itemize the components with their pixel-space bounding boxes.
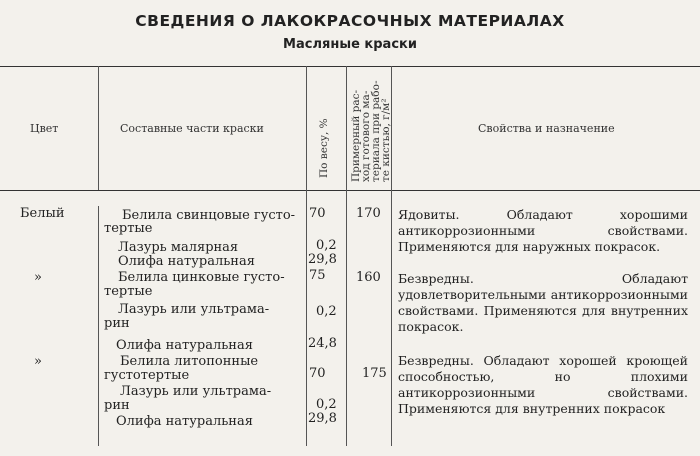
row-2-consumption: 160 (356, 270, 381, 285)
divider-components-left (98, 66, 99, 190)
row-3-component-3: Олифа натуральная (116, 414, 253, 429)
header-properties: Свойства и назначение (478, 122, 615, 135)
row-2-pct-3: 24,8 (308, 336, 337, 351)
row-3-component-2: Лазурь или ультрама- (120, 384, 272, 399)
header-bottom-rule (0, 190, 700, 191)
divider-weight-left (306, 66, 307, 446)
divider-consumption-left (346, 66, 347, 446)
row-2-component-2-cont: рин (104, 316, 130, 331)
row-3-component-1: Белила литопонные (120, 354, 259, 369)
row-2-pct-2: 0,2 (316, 304, 337, 319)
row-3-pct-1: 70 (309, 366, 326, 381)
row-1-pct-2: 0,2 (316, 238, 337, 253)
page-title: СВЕДЕНИЯ О ЛАКОКРАСОЧНЫХ МАТЕРИАЛАХ (135, 12, 565, 30)
row-2-properties: Безвредны. Обладают удовлетворительными антикоррозионными свойствами. Применяются для внутренних покрасок. (398, 271, 688, 334)
row-1-consumption: 170 (356, 206, 381, 221)
row-1-color: Белый (20, 206, 65, 221)
header-weight-pct: По весу, % (318, 118, 330, 178)
row-1-component-2: Лазурь малярная (118, 240, 239, 255)
row-3-pct-2: 0,2 (316, 397, 337, 412)
row-1-properties: Ядовиты. Обладают хорошими антикоррозионными свойствами. Применяются для наружных покрасок. (398, 207, 688, 254)
row-1-pct-3: 29,8 (308, 252, 337, 267)
row-3-properties: Безвредны. Обладают хорошей кроющей способностью, но плохими антикоррозионными свойствами. Применяются для внутренних покрасок (398, 353, 688, 416)
divider-components-left-body (98, 206, 99, 446)
row-2-component-1: Белила цинковые густо- (118, 270, 285, 285)
row-3-component-2-cont: рин (104, 398, 130, 413)
table-top-rule (0, 66, 700, 67)
row-2-pct-1: 75 (309, 268, 326, 283)
header-components: Составные части краски (120, 122, 264, 135)
row-1-component-1-cont: тертые (104, 221, 153, 236)
header-consumption-line2: ход готового ма- (360, 90, 372, 182)
row-3-component-1-cont: густотертые (104, 368, 190, 383)
row-3-pct-3: 29,8 (308, 411, 337, 426)
row-1-component-1: Белила свинцовые густо- (122, 208, 296, 223)
row-3-color: » (34, 354, 42, 369)
header-consumption-line4: те кистью, г/м² (380, 98, 392, 182)
row-2-component-1-cont: тертые (104, 284, 153, 299)
row-3-consumption: 175 (362, 366, 387, 381)
row-2-component-3: Олифа натуральная (116, 338, 253, 353)
header-color: Цвет (30, 122, 59, 135)
header-consumption-line3: териала при рабо- (370, 80, 382, 182)
header-consumption-line1: Примерный рас- (350, 89, 362, 182)
row-1-component-3: Олифа натуральная (118, 254, 255, 269)
row-2-component-2: Лазурь или ультрама- (118, 302, 270, 317)
page-subtitle: Масляные краски (283, 37, 417, 52)
row-1-pct-1: 70 (309, 206, 326, 221)
row-2-color: » (34, 270, 42, 285)
